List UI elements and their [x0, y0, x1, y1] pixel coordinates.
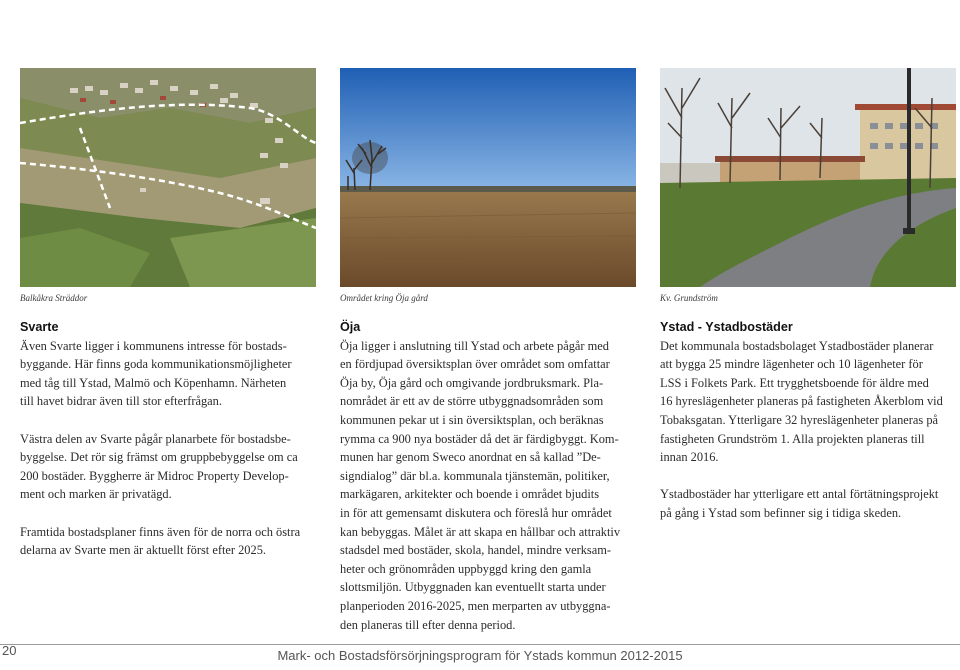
section-title-ystadbostader: Ystad - Ystadbostäder [660, 320, 793, 334]
photo-caption-1: Balkåkra Sträddor [20, 293, 88, 303]
photo-caption-3: Kv. Grundström [660, 293, 718, 303]
oja-paragraph-1: Öja ligger i anslutning till Ystad och arbete pågår med en fördjupad översiktsplan över området som omfattar Öja by, Öja gård och omgivande jordbruksmark. Pla- nområdet är ett av de större utbyggnadsområden som kommunen pekar ut i sin översiktsplan, och beräknas rymma ca 900 nya bostäder då det är färdigbyggt. Kom- munen har genom Sweco anordnat en så kallad ”De- signdialog” där bl.a. kommunala tjänstemän, politiker, markägaren, arkitekter och boende i området bjudits in för att gemensamt diskutera och föreslå hur området kan bebyggas. Målet är att skapa en hållbar och attraktiv stadsdel med bostäder, skola, handel, mindre verksam- heter och grönområden uppbyggd kring den gamla slottsmiljön. Utbyggnaden kan eventuellt starta under planperioden 2016-2025, men merparten av utbyggna- den planeras till efter denna period. [340, 338, 621, 632]
page-number: 20 [2, 643, 17, 658]
svarte-paragraph-1: Även Svarte ligger i kommunens intresse för bostads- byggande. Här finns goda kommunikationsmöjligheter med tåg till Ystad, Malmö och Köpenhamn. Närheten till havet bidrar även till stor efterfrågan. [20, 338, 292, 409]
oja-column [340, 318, 640, 634]
footer-divider [0, 644, 960, 645]
ystadbostader-paragraph-1: Det kommunala bostadsbolaget Ystadbostäder planerar att bygga 25 mindre lägenheter och 10 lägenheter för LSS i Folkets Park. Ett trygghetsboende för äldre med 16 hyreslägenheter planeras på fastigheten Åkerblom vid Tobaksgatan. Ytterligare 32 hyreslägenheter planeras på fastigheten Grundström 1. Alla projekten planeras till innan 2016. [660, 338, 943, 465]
apartment-path-photo [660, 68, 956, 287]
svarte-paragraph-2: Västra delen av Svarte pågår planarbete för bostadsbe- byggelse. Det rör sig främst om gruppbebyggelse om ca 200 bostäder. Byggherre är Midroc Property Develop- ment och marken är privatägd. [20, 431, 298, 502]
ystadbostader-paragraph-2: Ystadbostäder har ytterligare ett antal förtätningsprojekt på gång i Ystad som befinner sig i tidiga skeden. [660, 487, 939, 520]
photo-caption-2: Området kring Öja gård [340, 293, 428, 303]
section-title-oja: Öja [340, 320, 361, 334]
svarte-column [20, 318, 320, 560]
ystadbostader-column [660, 318, 960, 523]
section-title-svarte: Svarte [20, 320, 59, 334]
svarte-paragraph-3: Framtida bostadsplaner finns även för de norra och östra delarna av Svarte men är aktuellt först efter 2025. [20, 524, 301, 558]
aerial-village-photo [20, 68, 316, 287]
field-trees-photo [340, 68, 636, 287]
footer-title: Mark- och Bostadsförsörjningsprogram för Ystads kommun 2012-2015 [277, 648, 683, 663]
